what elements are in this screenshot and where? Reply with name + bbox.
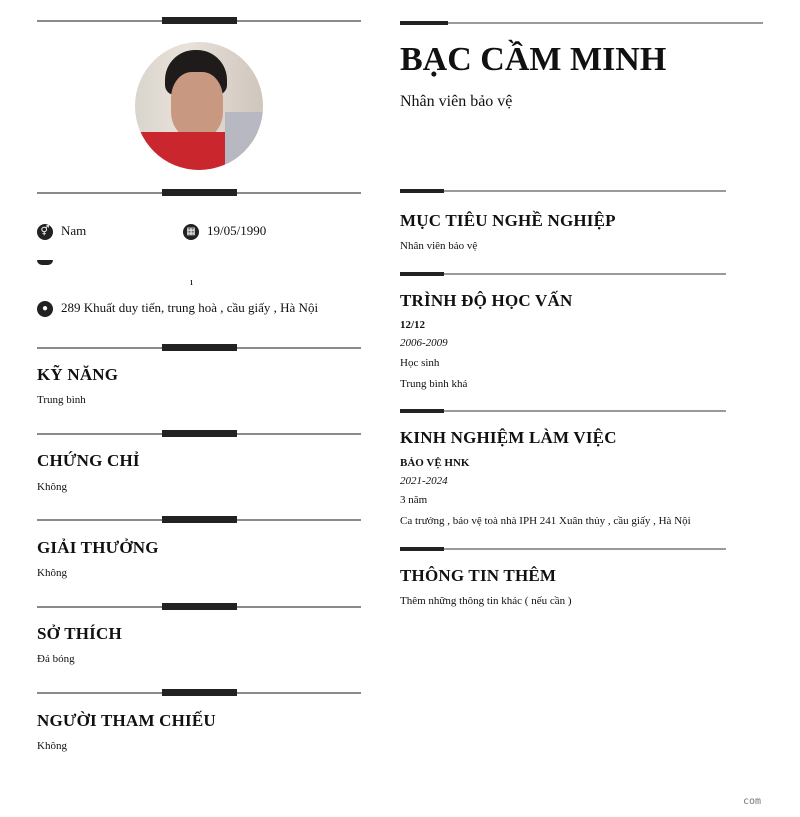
location-icon: ● (37, 301, 53, 317)
gender-icon: ⚥ (37, 224, 53, 240)
section-title-objective: MỤC TIÊU NGHỀ NGHIỆP (400, 211, 616, 230)
certificates-content: Không (37, 481, 67, 493)
experience-duration: 3 năm (400, 494, 428, 506)
additional-content: Thêm những thông tin khác ( nếu cần ) (400, 595, 572, 607)
position-title: Nhân viên bảo vệ (400, 93, 513, 110)
divider (400, 190, 726, 192)
divider (37, 692, 361, 694)
education-major: Học sinh (400, 357, 440, 369)
candidate-name: BẠC CẦM MINH (400, 41, 667, 78)
hobbies-content: Đá bóng (37, 653, 75, 665)
gender: Nam (61, 223, 87, 238)
divider (37, 519, 361, 521)
section-title-experience: KINH NGHIỆM LÀM VIỆC (400, 428, 617, 447)
section-title-education: TRÌNH ĐỘ HỌC VẤN (400, 291, 573, 310)
section-title-additional: THÔNG TIN THÊM (400, 566, 557, 585)
avatar (135, 42, 263, 170)
birthday: 19/05/1990 (207, 223, 267, 238)
divider (37, 606, 361, 608)
education-period: 2006-2009 (400, 337, 448, 349)
objective-content: Nhân viên bảo vệ (400, 240, 478, 252)
divider (37, 347, 361, 349)
divider (400, 22, 763, 24)
divider (400, 273, 726, 275)
section-title-references: NGƯỜI THAM CHIẾU (37, 711, 216, 730)
divider (37, 20, 361, 22)
divider (37, 433, 361, 435)
divider (37, 192, 361, 194)
divider (400, 410, 726, 412)
education-result: Trung bình khá (400, 378, 468, 390)
stray-char: ı (190, 276, 194, 288)
education-school: 12/12 (400, 319, 426, 331)
skills-content: Trung bình (37, 394, 86, 406)
references-content: Không (37, 740, 67, 752)
section-title-certificates: CHỨNG CHỈ (37, 451, 140, 470)
divider (400, 548, 726, 550)
section-title-awards: GIẢI THƯỞNG (37, 538, 159, 557)
awards-content: Không (37, 567, 67, 579)
experience-company: BẢO VỆ HNK (400, 457, 470, 469)
footer-text: com (743, 796, 762, 807)
calendar-icon: ▦ (183, 224, 199, 240)
section-title-skills: KỸ NĂNG (37, 365, 119, 384)
experience-description: Ca trưởng , bảo vệ toà nhà IPH 241 Xuân thủy , cầu giấy , Hà Nội (400, 515, 691, 527)
section-title-hobbies: SỞ THÍCH (37, 624, 122, 643)
address: 289 Khuất duy tiến, trung hoà , cầu giấy , Hà Nội (61, 300, 319, 315)
phone-icon (37, 260, 53, 265)
experience-period: 2021-2024 (400, 475, 448, 487)
